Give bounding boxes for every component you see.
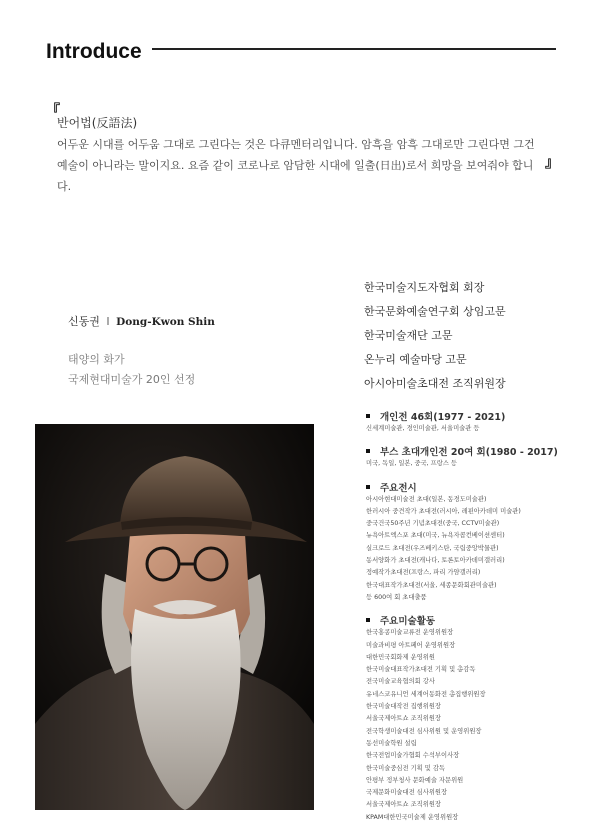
role-item: 아시아미술초대전 조직위원장 <box>364 377 506 390</box>
list-item: 전국학생미술대전 심사위원 및 운영위원장 <box>366 727 482 735</box>
list-item: 실크로드 초대전(우즈베키스탄, 국립중앙박물관) <box>366 544 499 552</box>
list-item: KPAM대한민국미술제 운영위원장 <box>366 813 459 821</box>
list-item: 서울국제아트쇼 조직위원장 <box>366 715 441 723</box>
page-title: Introduce <box>46 40 142 63</box>
section-heading-booth <box>366 444 591 458</box>
list-item: 미술과비평 아트페어 운영위원장 <box>366 641 456 649</box>
list-item: 한국미술대작전 집행위원장 <box>366 703 441 711</box>
list-item: 아시아현대미술전 초대(일본, 동경도미술관) <box>366 495 487 503</box>
quote-body: 어두운 시대를 어두움 그대로 그린다는 것은 다큐멘터리입니다. 암흑을 암흑 그대로만 그린다면 그건 예술이 아니라는 말이지요. 요즘 같이 코로나로 암담한 시대에 일출(日出)로서 희망을 보여줘야 합니다. <box>57 138 535 193</box>
artist-name <box>68 313 215 329</box>
list-item: 한국전업미술가협회 수석부이사장 <box>366 752 460 760</box>
artist-subtitle-secondary: 국제현대미술가 20인 선정 <box>68 373 196 386</box>
section-heading-exhibitions <box>366 480 591 494</box>
title-divider <box>152 48 556 50</box>
list-item: 한국홍콩미술교류전 운영위원장 <box>366 629 454 637</box>
quote-open-mark: 『 <box>46 103 60 119</box>
list-item: 대한민국회화제 운영위원 <box>366 653 435 661</box>
list-item: 동선미술학원 설립 <box>366 739 417 747</box>
list-item: 동서양화가 초대전(캐나다, 토론토아카데미갤러리) <box>366 557 505 565</box>
list-item: 한국대표작가초대전(서울, 세종문화회관미술관) <box>366 581 497 589</box>
career-sections <box>366 409 591 824</box>
artist-subtitle: 태양의 화가 <box>68 353 125 366</box>
roles-list <box>364 281 506 401</box>
quote-close-mark: 』 <box>545 155 559 171</box>
list-item: 전국미술교육협의회 강사 <box>366 678 435 686</box>
role-item: 한국문화예술연구회 상임고문 <box>364 305 506 318</box>
list-item: 중국건국50주년 기념초대전(중국, CCTV미술관) <box>366 520 500 528</box>
bullet-icon <box>366 449 370 453</box>
list-item: 미국, 독일, 일본, 중국, 프랑스 등 <box>366 460 458 468</box>
list-item: 등 600여 회 초대출품 <box>366 593 427 601</box>
list-item: 정예작가초대전(프랑스, 파리 가얌갤러리) <box>366 569 481 577</box>
list-item: 신세계미술관, 경인미술관, 서울미술관 등 <box>366 425 480 432</box>
bullet-icon <box>366 414 370 418</box>
list-item: 서울국제아트쇼 조직위원장 <box>366 801 441 809</box>
section-heading-activities <box>366 613 591 627</box>
section-heading-text: 개인전 46회(1977 - 2021) <box>380 412 506 423</box>
quote-heading: 반어법(反語法) <box>57 116 138 130</box>
artist-name-ko: 신동권 <box>68 315 100 328</box>
section-heading-text: 부스 초대개인전 20여 회(1980 - 2017) <box>380 447 558 459</box>
list-item: 한국미술대표작가초대전 기획 및 총감독 <box>366 666 476 674</box>
name-separator: I <box>106 315 110 328</box>
artist-portrait <box>35 424 314 810</box>
list-item: 국제문화미술대전 심사위원장 <box>366 789 448 797</box>
list-item: 뉴욕아트엑스포 초대(미국, 뉴욕자콥컨베이션센터) <box>366 532 505 540</box>
artist-portrait-illustration <box>35 424 314 810</box>
section-heading-text: 주요전시 <box>380 482 417 494</box>
bullet-icon <box>366 618 370 622</box>
role-item: 온누리 예술마당 고문 <box>364 353 467 366</box>
section-heading-solo <box>366 409 591 423</box>
section-heading-text: 주요미술활동 <box>380 616 436 628</box>
bullet-icon <box>366 485 370 489</box>
list-item: 안평부 정부청사 문화예술 자문위원 <box>366 776 464 784</box>
list-item: 한국미술중심전 기획 및 감독 <box>366 764 445 772</box>
role-item: 한국미술지도자협회 회장 <box>364 281 485 294</box>
list-item: 한러시아 중견작가 초대전(러시아, 레핀아카데미 미술관) <box>366 507 521 515</box>
list-item: 유네스코유니언 세계어동화전 총집행위원장 <box>366 690 486 698</box>
role-item: 한국미술재단 고문 <box>364 329 453 342</box>
artist-name-en: Dong-Kwon Shin <box>116 316 215 328</box>
